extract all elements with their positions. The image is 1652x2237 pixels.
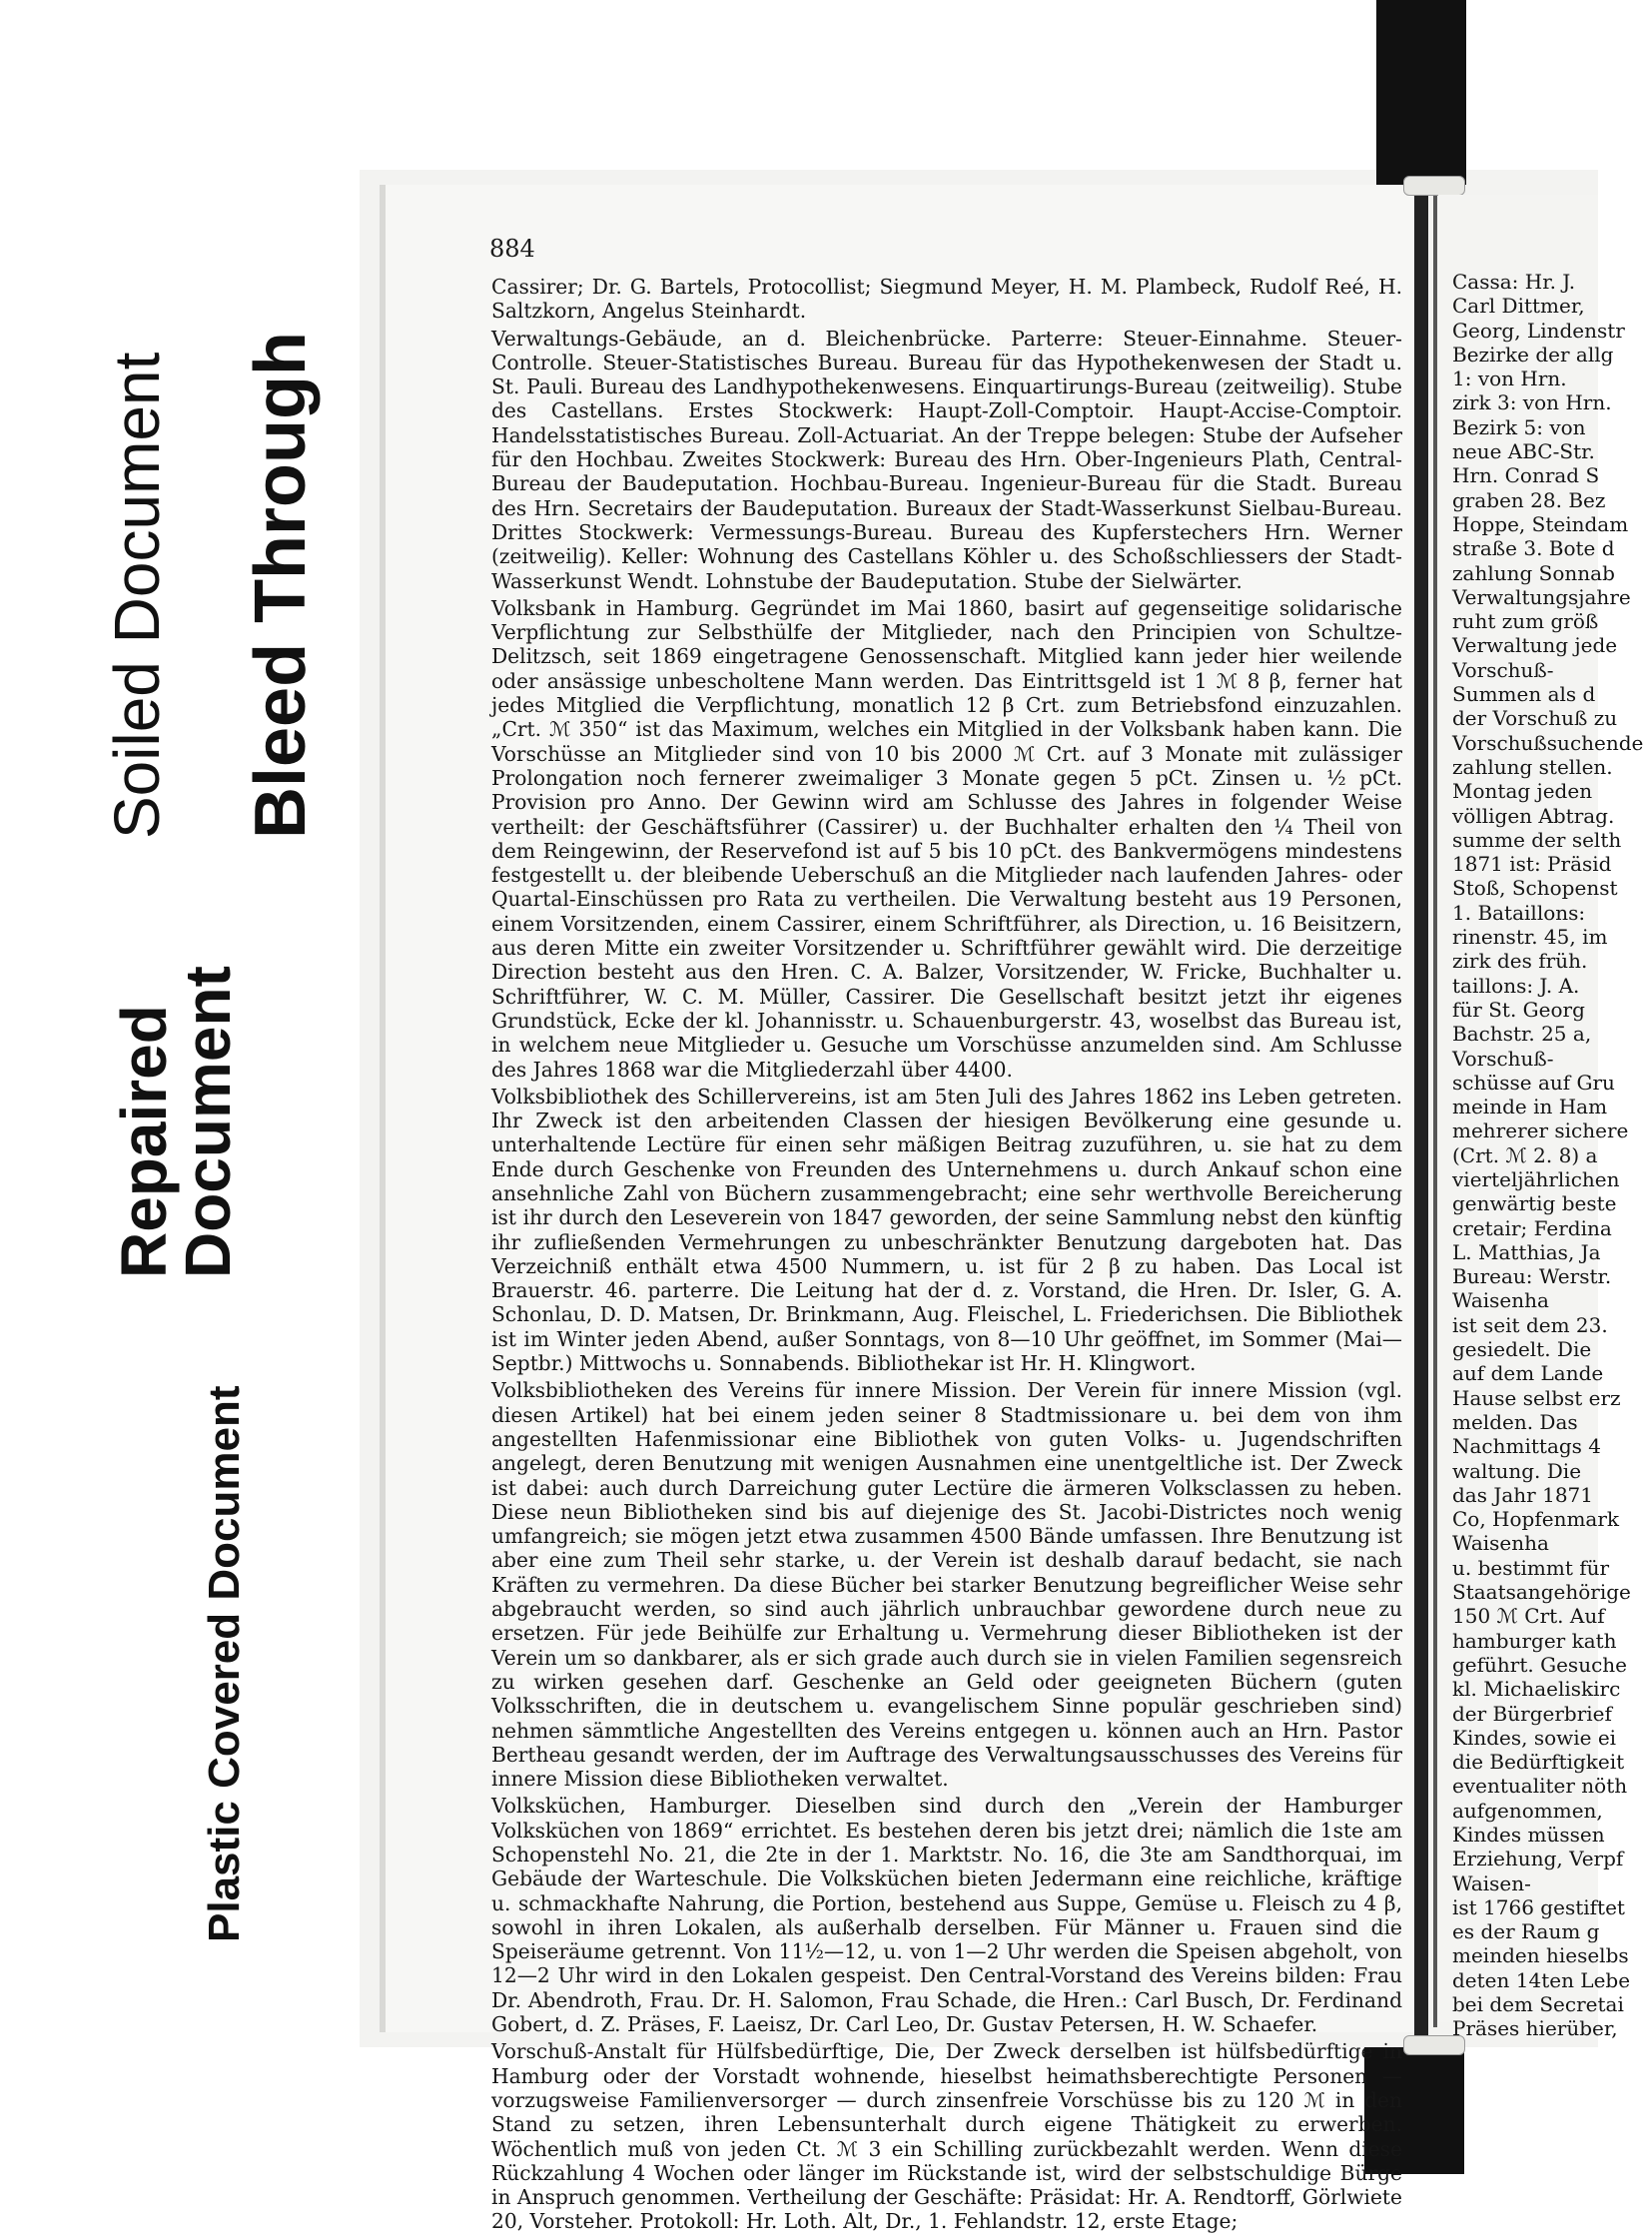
right-column-line: hamburger kath: [1452, 1628, 1617, 1653]
paragraph-volkskuechen: Volksküchen, Hamburger. Dieselben sind durch den „Verein der Hamburger Volksküchen von 1869“ errichtet. Es bestehen deren bis jetzt drei; nämlich die 1ste am Schopenstehl No. 21, die 2te in der 1. Marktstr. No. 16, die 3te am Sandthorquai, im Gebäude der Warteschule. Die Volksküchen bieten Jedermann eine reichliche, kräftige u. schmackhafte Nahrung, die Portion, bestehend aus Suppe, Gemüse u. Fleisch zu 4 β, sowohl in ihren Lokalen, als außerhalb derselben. Für Männer u. Frauen sind die Speiseräume getrennt. Von 11½—12, u. von 1—2 Uhr werden die Speisen abgeholt, von 12—2 Uhr wird in den Lokalen gespeist. Den Central-Vorstand des Vereins bilden: Frau Dr. Abendroth, Frau. Dr. H. Salomon, Frau Schade, die Hren.: Carl Busch, Dr. Ferdinand Gobert, d. Z. Präses, F. Laeisz, Dr. Carl Leo, Dr. Gustav Petersen, H. W. Schaefer.: [491, 1794, 1402, 2037]
page-clip-top: [1403, 176, 1465, 196]
right-column-line: völligen Abtrag.: [1452, 803, 1615, 828]
right-column-line: Bachstr. 25 a,: [1452, 1022, 1592, 1047]
right-column-line: Bezirke der allg: [1452, 342, 1614, 367]
right-column-line: Waisenha: [1452, 1531, 1549, 1556]
right-column-line: meinden hieselbs: [1452, 1943, 1629, 1968]
right-column-line: Hrn. Conrad S: [1452, 463, 1600, 488]
right-column-line: Cassa: Hr. J.: [1452, 270, 1576, 294]
right-column-line: Bezirk 5: von: [1452, 414, 1586, 439]
right-column-line: Kindes müssen: [1452, 1823, 1605, 1847]
right-column-line: Präses hierüber,: [1452, 2016, 1618, 2041]
book-gutter-edge: [1433, 190, 1437, 2027]
right-column-line: auf dem Lande: [1452, 1361, 1604, 1386]
right-column-line: Erziehung, Verpf: [1452, 1847, 1624, 1871]
paragraph-volksbank: Volksbank in Hamburg. Gegründet im Mai 1860, basirt auf gegenseitige solidarische Verpflichtung zur Selbsthülfe der Mitglieder, nach den Principien von Schultze-Delitzsch, seit 1869 eingetragene Genossenschaft. Mitglied kann jeder hier weilende oder ansässige unbescholtene Mann werden. Das Eintrittsgeld ist 1 ℳ 8 β, ferner hat jedes Mitglied die Verpflichtung, monatlich 12 β Crt. zum Betriebsfond einzuzahlen. „Crt. ℳ 350“ ist das Maximum, welches ein Mitglied in der Volksbank haben kann. Die Vorschüsse an Mitglieder sind von 10 bis 2000 ℳ Crt. auf 3 Monate mit zulässiger Prolongation noch fernerer zweimaliger 3 Monate gegen 5 pCt. Zinsen u. ½ pCt. Provision pro Anno. Der Gewinn wird am Schlusse des Jahres in folgender Weise vertheilt: der Geschäftsführer (Cassirer) u. der Buchhalter erhalten den ¼ Theil von dem Reingewinn, der Reservefond ist auf 5 bis 10 pCt. des Bankvermögens mindestens festgestellt u. der bleibende Ueberschuß an die Mitglieder nach laufenden Jahres- oder Quartal-Einschüssen pro Rata zu vertheilen. Die Verwaltung besteht aus 19 Personen, einem Vorsitzenden, einem Cassirer, einem Schriftführer, als Direction, u. 16 Beisitzern, aus deren Mitte ein zweiter Vorsitzender u. Schriftführer gewählt wird. Die derzeitige Direction besteht aus den Hren. C. A. Balzer, Vorsitzender, W. Fricke, Buchhalter u. Schriftführer, W. C. M. Müller, Cassirer. Die Gesellschaft besitzt jetzt ihr eigenes Grundstück, Ecke der kl. Johannisstr. u. Schauenburgerstr. 43, woselbst das Bureau ist, in welchem neue Mitglieder u. Gesuche um Vorschüsse anzumelden sind. Am Schlusse des Jahres 1868 war die Mitgliederzahl über 4400.: [491, 595, 1402, 1082]
page-body-text: [491, 275, 1402, 2237]
right-column-line: der Vorschuß zu: [1452, 706, 1618, 731]
label-repaired-document: [108, 966, 244, 1278]
right-column-line: Verwaltung jede: [1452, 633, 1618, 658]
right-column-line: Nachmittags 4: [1452, 1434, 1602, 1459]
right-column-line: Summen als d: [1452, 682, 1596, 707]
right-column-line: neue ABC-Str.: [1452, 439, 1595, 464]
right-column-line: das Jahr 1871: [1452, 1482, 1593, 1507]
right-column-line: kl. Michaeliskirc: [1452, 1677, 1621, 1702]
right-column-line: Georg, Lindenstr: [1452, 318, 1625, 343]
right-column-line: (Crt. ℳ 2. 8) a: [1452, 1142, 1598, 1167]
right-column-line: genwärtig beste: [1452, 1191, 1617, 1216]
label-bleed-through: Bleed Through: [241, 332, 321, 839]
right-column-line: 150 ℳ Crt. Auf: [1452, 1604, 1605, 1629]
right-column-line: ruht zum größ: [1452, 609, 1599, 634]
right-column-line: Vorschuß-: [1452, 657, 1554, 682]
right-column-line: Bureau: Werstr.: [1452, 1264, 1612, 1289]
target-label-strip: [0, 0, 360, 2174]
right-column-text: [1452, 270, 1652, 2041]
right-column-line: zirk 3: von Hrn.: [1452, 390, 1612, 415]
right-column-line: straße 3. Bote d: [1452, 536, 1615, 561]
label-soiled-document: Soiled Document: [101, 352, 173, 839]
right-column-line: summe der selth: [1452, 827, 1622, 852]
right-column-line: Stoß, Schopenst: [1452, 876, 1618, 901]
right-column-line: melden. Das: [1452, 1409, 1578, 1434]
right-column-line: eventualiter nöth: [1452, 1774, 1628, 1799]
right-column-line: rinenstr. 45, im: [1452, 925, 1608, 950]
right-column-line: Hause selbst erz: [1452, 1385, 1621, 1410]
right-column-line: Waisenha: [1452, 1288, 1549, 1313]
right-column-line: Hoppe, Steindam: [1452, 511, 1629, 536]
paragraph-vorschuss-anstalt: Vorschuß-Anstalt für Hülfsbedürftige, Die, Der Zweck derselben ist hülfsbedürftige in Hamburg oder der Vorstadt wohnende, hieselbst heimathsberechtigte Personen — vorzugsweise Familienversorger — durch zinsenfreie Vorschüsse bis zu 120 ℳ in den Stand zu setzen, ihren Lebensunterhalt durch eigene Thätigkeit zu erwerben. Wöchentlich muß von jeden Ct. ℳ 3 ein Schilling zurückbezahlt werden. Wenn diese Rückzahlung 4 Wochen oder länger im Rückstande ist, wird der selbstschuldige Bürge in Anspruch genommen. Vertheilung der Geschäfte: Präsidat: Hr. A. Rendtorff, Görlwiete 20, Vorsteher. Protokoll: Hr. Loth. Alt, Dr., 1. Fehlandstr. 12, erste Etage;: [491, 2039, 1402, 2234]
right-column-line: Waisen-: [1452, 1870, 1531, 1895]
right-column-line: deten 14ten Lebe: [1452, 1967, 1631, 1992]
right-column-line: graben 28. Bez: [1452, 487, 1606, 512]
right-column-line: Co, Hopfenmark: [1452, 1507, 1620, 1532]
label-repaired-line-1: Repaired: [108, 1005, 180, 1278]
right-column-line: waltung. Die: [1452, 1458, 1582, 1483]
right-column-line: aufgenommen,: [1452, 1798, 1603, 1823]
right-column-line: geführt. Gesuche: [1452, 1652, 1627, 1677]
right-column-line: 1871 ist: Präsid: [1452, 852, 1612, 877]
right-column-line: die Bedürftigkeit: [1452, 1750, 1625, 1775]
right-column-line: mehrerer sichere: [1452, 1118, 1629, 1143]
right-column-line: zirk des früh.: [1452, 949, 1588, 974]
right-column-line: es der Raum g: [1452, 1919, 1600, 1944]
right-column-line: u. bestimmt für: [1452, 1555, 1610, 1580]
right-column-line: meinde in Ham: [1452, 1095, 1608, 1119]
right-column-line: L. Matthias, Ja: [1452, 1239, 1601, 1264]
right-column-line: 1. Bataillons:: [1452, 900, 1586, 925]
paragraph-volksbibliotheken-innere-mission: Volksbibliotheken des Vereins für innere Mission. Der Verein für innere Mission (vgl. diesen Artikel) hat bei einem jeden seiner 8 Stadtmissionare u. bei dem von ihm angestellten Hafenmissionar eine Bibliothek von guten Volks- u. Jugendschriften angelegt, deren Benutzung mit wenigen Ausnahmen eine unentgeltliche ist. Der Zweck ist dabei: auch durch Darreichung guter Lectüre die ärmeren Volksclassen zu heben. Diese neun Bibliotheken sind bis auf diejenige des St. Jacobi-Districtes noch wenig umfangreich; sie mögen jetzt etwa zusammen 4500 Bände umfassen. Ihre Benutzung ist aber eine zum Theil sehr starke, u. der Verein ist deshalb darauf bedacht, sie nach Kräften zu vermehren. Da diese Bücher bei starker Benutzung begreiflicher Weise sehr abgebraucht werden, so sind auch jährlich unbrauchbar gewordene durch neue zu ersetzen. Für jede Beihülfe zur Erhaltung u. Vermehrung dieser Bibliotheken ist der Verein um so dankbarer, als er sich grade auch durch sie in vielen Familien segensreich zu wirken gesehen darf. Geschenke an Geld oder geeigneten Büchern (guten Volksschriften, die in deutschem u. evangelischem Sinne populär geschrieben sind) nehmen sämmtliche Angestellten des Vereins entgegen u. können auch an Hrn. Pastor Bertheau gesandt werden, der im Auftrage des Verwaltungsausschusses des Vereins für innere Mission diese Bibliotheken verwaltet.: [491, 1378, 1402, 1792]
right-column-line: der Bürgerbrief: [1452, 1701, 1612, 1726]
right-column-line: für St. Georg: [1452, 997, 1585, 1022]
book-page-right-fragment: [1438, 195, 1644, 2041]
label-plastic-covered-document: Plastic Covered Document: [200, 1385, 249, 1942]
right-column-line: ist seit dem 23.: [1452, 1312, 1608, 1337]
paragraph-volksbibliothek-schillerverein: Volksbibliothek des Schillervereins, ist am 5ten Juli des Jahres 1862 ins Leben getreten. Ihr Zweck ist den arbeitenden Classen der hiesigen Bevölkerung eine gesunde u. unterhaltende Lectüre für einen sehr mäßigen Beitrag zuzuführen, u. sie hat zu dem Ende durch Geschenke von Freunden des Unternehmens u. durch Ankauf schon eine ansehnliche Zahl von Büchern zusammengebracht; eine sehr werthvolle Bereicherung ist ihr durch den Leseverein von 1847 geworden, der seine Sammlung nebst den künftig ihr zufließenden Vermehrungen zu unbeschränkter Benutzung dargeboten hat. Das Verzeichniß enthält etwa 4500 Nummern, u. ist für 2 β zu haben. Das Local ist Brauerstr. 46. parterre. Die Leitung hat der d. z. Vorstand, die Hren. Dr. Isler, G. A. Schonlau, D. D. Matsen, Dr. Brinkmann, Aug. Fleischel, L. Friederichsen. Die Bibliothek ist im Winter jeden Abend, außer Sonntags, von 8—10 Uhr geöffnet, im Sommer (Mai—Septbr.) Mittwochs u. Sonnabends. Bibliothekar ist Hr. H. Klingwort.: [491, 1084, 1402, 1376]
book-page-left: [386, 185, 1424, 2234]
right-column-line: schüsse auf Gru: [1452, 1070, 1615, 1095]
right-column-line: Carl Dittmer,: [1452, 294, 1585, 319]
right-column-line: bei dem Secretai: [1452, 1992, 1624, 2017]
label-repaired-line-2: Document: [172, 966, 244, 1278]
right-column-line: Vorschuß-: [1452, 1046, 1554, 1071]
right-column-line: gesiedelt. Die: [1452, 1337, 1592, 1362]
book-gutter: [1414, 180, 1428, 2037]
scanner-bar-top: [1376, 0, 1466, 185]
right-column-line: zahlung Sonnab: [1452, 560, 1615, 585]
page-number: 884: [489, 235, 535, 263]
right-column-line: cretair; Ferdina: [1452, 1215, 1612, 1240]
paragraph-verwaltungs-gebaeude: Verwaltungs-Gebäude, an d. Bleichenbrücke. Parterre: Steuer-Einnahme. Steuer-Controlle. Steuer-Statistisches Bureau. Bureau für das Hypothekenwesen der Stadt u. St. Pauli. Bureau des Landhypothekenwesens. Einquartirungs-Bureau (zeitweilig). Stube des Castellans. Erstes Stockwerk: Haupt-Zoll-Comptoir. Haupt-Accise-Comptoir. Handelsstatistisches Bureau. Zoll-Actuariat. An der Treppe belegen: Stube der Aufseher für den Hochbau. Zweites Stockwerk: Bureau des Hrn. Ober-Ingenieurs Plath, Central-Bureau der Baudeputation. Hochbau-Bureau. Ingenieur-Bureau für die Stadt. Bureau des Hrn. Secretairs der Baudeputation. Bureaux der Stadt-Wasserkunst Sielbau-Bureau. Drittes Stockwerk: Vermessungs-Bureau. Bureau des Kupferstechers Hrn. Werner (zeitweilig). Keller: Wohnung des Castellans Köhler u. des Schoßschliessers der Stadt-Wasserkunst Wendt. Lohnstube der Baudeputation. Stube der Sielwärter.: [491, 326, 1402, 593]
right-column-line: Staatsangehörige: [1452, 1580, 1631, 1605]
right-column-line: taillons: J. A.: [1452, 973, 1580, 998]
right-column-line: vierteljährlichen: [1452, 1166, 1620, 1191]
right-column-line: ist 1766 gestiftet: [1452, 1894, 1625, 1919]
right-column-line: Montag jeden: [1452, 779, 1593, 804]
right-column-line: Vorschußsuchende: [1452, 730, 1644, 755]
right-column-line: 1: von Hrn.: [1452, 367, 1567, 391]
right-column-line: Kindes, sowie ei: [1452, 1725, 1617, 1750]
right-column-line: Verwaltungsjahre: [1452, 584, 1631, 609]
right-column-line: zahlung stellen.: [1452, 754, 1613, 779]
paragraph-cassirer: Cassirer; Dr. G. Bartels, Protocollist; Siegmund Meyer, H. M. Plambeck, Rudolf Reé, H. Saltzkorn, Angelus Steinhardt.: [491, 275, 1402, 324]
